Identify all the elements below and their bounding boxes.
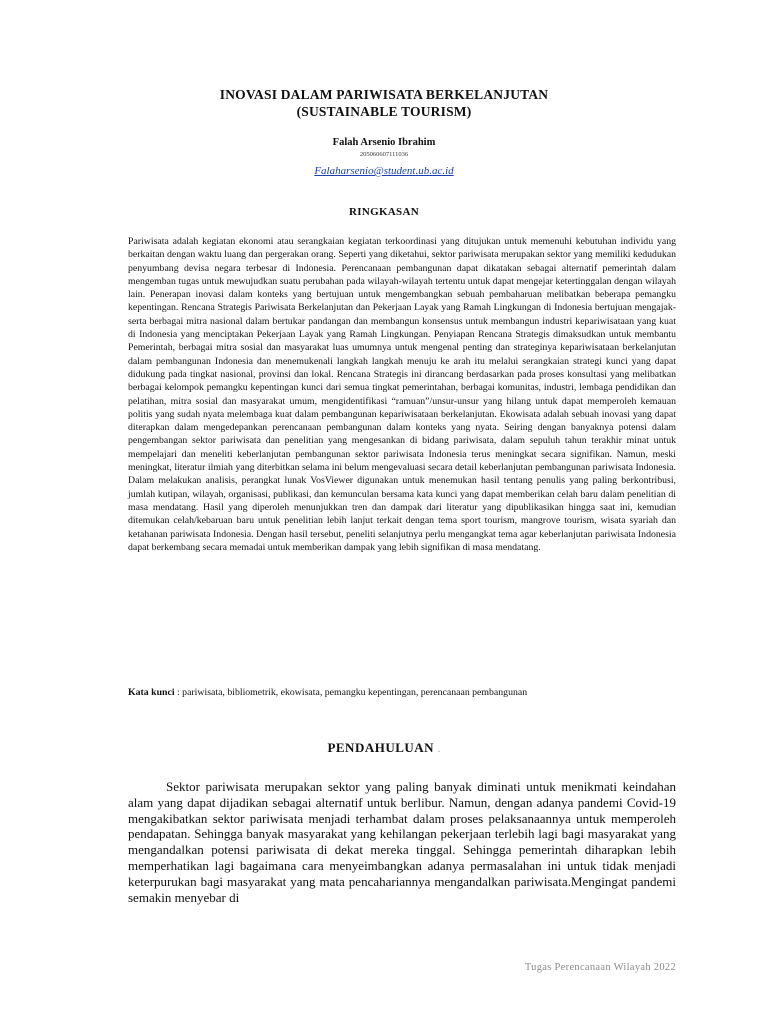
keywords — [128, 686, 688, 699]
author-name: Falah Arsenio Ibrahim — [332, 137, 436, 148]
abstract-heading: RINGKASAN — [349, 206, 419, 218]
title-line-1: INOVASI DALAM PARIWISATA BERKELANJUTAN — [219, 87, 549, 102]
keywords-list: : pariwisata, bibliometrik, ekowisata, pemangku kepentingan, perencanaan pembangunan — [174, 687, 528, 698]
section-heading — [0, 740, 768, 756]
keywords-label: Kata kunci — [128, 687, 175, 698]
section-heading-text: PENDAHULUAN — [327, 740, 435, 755]
paper-title — [0, 86, 768, 120]
abstract-text: Pariwisata adalah kegiatan ekonomi atau serangkaian kegiatan terkoordinasi yang ditujukan untuk memenuhi kebutuhan individu yang berkaitan dengan waktu luang dan pergerakan orang. Seperti yang diketahui, sektor pariwisata merupakan sektor yang memiliki kedudukan penyumbang devisa negara terbesar di Indonesia. Perencanaan pembangunan dapat dikatakan sebagai alternatif pemerintah dalam mengemban tugas untuk mewujudkan suatu perubahan pada wilayah-wilayah tertentu untuk dapat mengejar ketertinggalan dengan wilayah lain. Penerapan inovasi dalam konteks yang bertujuan untuk mengembangkan sebuah pembaharuan melibatkan beberapa pemangku kepentingan. Rencana Strategis Pariwisata Berkelanjutan dan Pekerjaan Layak yang Ramah Lingkungan di Indonesia bertujuan mengajak-serta berbagai mitra nasional dalam bertukar pandangan dan membangun konsensus untuk membangun industri kepariwisataan yang kuat di Indonesia yang menciptakan Pekerjaan Layak yang Ramah Lingkungan. Penyiapan Rencana Strategis dimaksudkan untuk membantu Pemerintah, berbagai mitra sosial dan masyarakat luas umumnya untuk mengenal penting dan strateginya kepariwisataan berkelanjutan dalam pembangunan Indonesia dan menemukenali langkah langkah menuju ke arah itu melalui serangkaian strategi kunci yang dapat didukung pada tingkat nasional, provinsi dan lokal. Rencana Strategis ini dirancang berdasarkan pada proses konsultasi yang melibatkan berbagai kelompok pemangku kepentingan kunci dari semua tingkat pemerintahan, berbagai komunitas, industri, lembaga pendidikan dan pelatihan, mitra sosial dan masyarakat umum, mengidentifikasi “ramuan”/unsur-unsur yang hilang untuk dapat memperoleh kemauan politis yang sudah nyata melembaga kuat dalam pembangunan kepariwisataan berkelanjutan. Ekowisata adalah sebuah inovasi yang dapat diterapkan dalam mengedepankan perencanaan pembangunan dalam konteks yang nyata. Seiring dengan banyaknya potensi dalam pengembangan sektor pariwisata dan penelitian yang mengesankan di bidang pariwisata, dalam sepuluh tahun terakhir minat untuk mempelajari dan meneliti keberlanjutan pembangunan sektor pariwisata Indonesia terus meningkat secara signifikan. Namun, meski meningkat, literatur ilmiah yang diterbitkan selama ini belum mengevaluasi secara detail keberlanjutan pembangunan pariwisata Indonesia. Dalam melakukan analisis, perangkat lunak VosViewer digunakan untuk menemukan hasil tentang penulis yang paling berkontribusi, jumlah kutipan, wilayah, organisasi, publikasi, dan kemunculan bersama kata kunci yang dapat memberikan celah baru dalam penelitian di masa mendatang. Hasil yang diperoleh menunjukkan tren dan dampak dari literatur yang dipublikasikan hingga saat ini, kemudian ditemukan celah/kebaruan baru untuk penelitian lebih lanjut terkait dengan tema sport tourism, mangrove tourism, wisata syariah dan ketahanan pariwisata Indonesia. Dengan hasil tersebut, peneliti selanjutnya perlu mengangkat tema agar keberlanjutan pariwisata Indonesia dapat berkembang secara memadai untuk memberikan dampak yang lebih signifikan di masa mendatang. — [128, 236, 676, 553]
title-line-2: (SUSTAINABLE TOURISM) — [296, 104, 472, 119]
page-footer: Tugas Perencanaan Wilayah 2022 — [524, 962, 676, 973]
section-heading-dot: . — [437, 744, 441, 754]
student-id: 205060607111036 — [359, 151, 409, 158]
author-email-link[interactable]: Falaharsenio@student.ub.ac.id — [314, 165, 454, 177]
body-paragraph: Sektor pariwisata merupakan sektor yang paling banyak diminati untuk menikmati keindahan alam yang dapat dijadikan sebagai alternatif untuk berlibur. Namun, dengan adanya pandemi Covid-19 mengakibatkan sektor pariwisata menjadi terhambat dalam proses pelaksanaannya untuk memperoleh pendapatan. Sehingga banyak masyarakat yang kehilangan pekerjaan terlebih lagi bagi masyarakat yang mengandalkan potensi pariwisata di dekat mereka tinggal. Sehingga pemerintah diharapkan lebih memperhatikan lagi bagaimana cara menyeimbangkan adanya permasalahan ini untuk tidak menjadi keterpurukan bagi masyarakat yang mata pencahariannya mengandalkan pariwisata.Mengingat pandemi semakin menyebar di — [128, 779, 676, 905]
